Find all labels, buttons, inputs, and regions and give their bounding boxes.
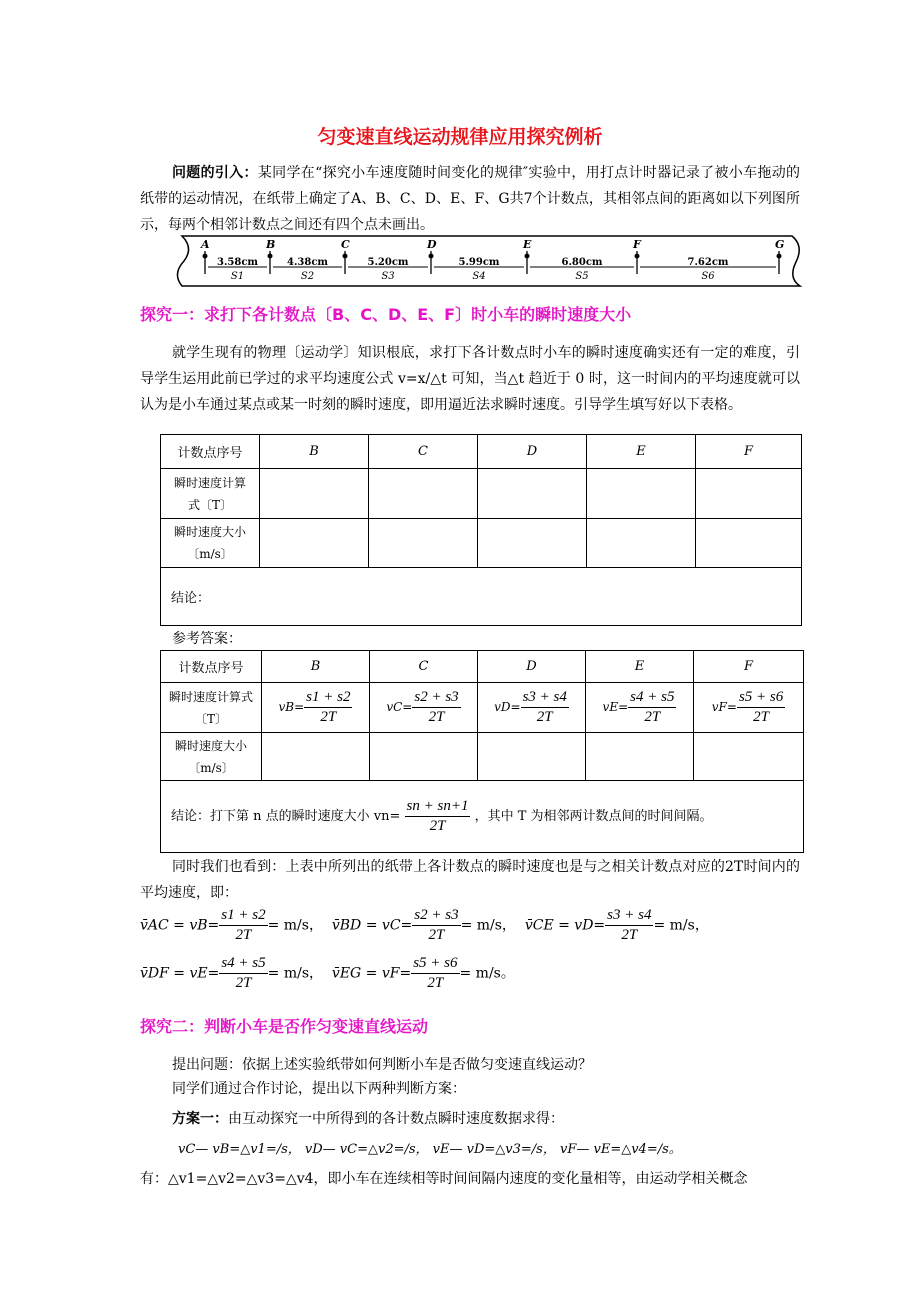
table-blank [160,434,802,626]
answer-cell[interactable] [478,469,587,519]
table-answers [160,650,804,853]
frac-denominator: 2T [621,927,638,943]
formula-lhs: vF= [711,700,737,714]
tape-distance: 6.80cm [561,257,603,268]
header-label: 计数点序号 [161,651,262,683]
col-header: C [418,659,429,674]
col-header: D [526,659,537,674]
section1-paragraph: 就学生现有的物理〔运动学〕知识根底，求打下各计数点时小车的瞬时速度确实还有一定的难度，引导学生运用此前已学过的求平均速度公式 v=x/△t 可知，当△t 趋近于 0 时，这一时间内的平均速度就可以认为是小车通过某点或某一时刻的瞬时速度，即用逼近法求瞬时速度。引导学生填写好以下表格。 [140,345,800,413]
col-header: C [418,444,428,459]
row-label: 瞬时速度大小〔m/s〕 [161,733,262,781]
col-header: B [310,659,321,674]
tape-dot [635,254,640,259]
frac-numerator: s4 + s5 [628,688,676,708]
conclusion-cell [161,781,804,853]
frac-denominator: 2T [235,975,252,991]
col-header: E [634,659,645,674]
answer-cell[interactable] [694,733,804,781]
tape-distance: 5.99cm [458,257,500,268]
paper-tape-figure [172,234,808,288]
frac-denominator: 2T [429,818,446,834]
section2-heading: 探究二：判断小车是否作匀变速直线运动 [140,1017,429,1036]
frac-denominator: 2T [428,927,445,943]
formula-cell [370,683,478,733]
frac-numerator: s3 + s4 [521,688,569,708]
tape-point-label: F [633,238,641,251]
question: 提出问题：依据上述实验纸带如何判断小车是否做匀变速直线运动？ [172,1057,592,1073]
answer-cell[interactable] [370,733,478,781]
tape-dot [203,254,208,259]
tape-dot [429,254,434,259]
header-label: 计数点序号 [161,435,260,469]
tape-distance: 7.62cm [687,257,729,268]
frac-denominator: 2T [320,709,337,725]
answer-cell[interactable] [586,733,694,781]
tape-point-label: C [341,238,350,251]
avg-lhs: v̄EG = vF= [331,965,412,982]
tape-segment-label: S4 [472,271,486,282]
conclusion-text: ，其中 T 为相邻两计数点间的时间间隔。 [474,809,713,824]
formula-cell [478,683,586,733]
formula-cell [694,683,804,733]
tape-segment-label: S6 [701,271,715,282]
frac-denominator: 2T [235,927,252,943]
frac-numerator: sn + sn+1 [405,797,471,817]
intro-text: 某同学在“探究小车速度随时间变化的规律″实验中，用打点计时器记录了被小车拖动的纸带的运动情况，在纸带上确定了A、B、C、D、E、F、G共7个计数点，其相邻点间的距离如以下列图所示，每两个相邻计数点之间还有四个点未画出。 [140,165,800,233]
frac-numerator: s4 + s5 [219,954,267,974]
answer-cell[interactable] [696,519,802,568]
tape-dot [777,254,782,259]
plan-one [172,1108,564,1128]
page-title: 匀变速直线运动规律应用探究例析 [317,126,603,148]
row-label: 瞬时速度计算式〔T〕 [161,683,262,733]
avg-lhs: v̄CE = vD= [524,917,606,934]
formula-cell [262,683,370,733]
avg-unit: = m/s， [653,917,709,934]
col-header: B [309,444,319,459]
frac-numerator: s3 + s4 [605,906,653,926]
col-header: F [743,659,754,674]
tape-point-label: D [427,238,437,251]
conclusion-text: 结论：打下第 n 点的瞬时速度大小 vn= [171,809,401,824]
answer-cell[interactable] [369,519,478,568]
row-label: 瞬时速度计算式〔T〕 [161,469,260,519]
avg-unit: = m/s， [267,917,323,934]
frac-numerator: s5 + s6 [411,954,459,974]
answer-cell[interactable] [696,469,802,519]
answer-cell[interactable] [260,469,369,519]
row-label: 瞬时速度大小〔m/s〕 [161,519,260,568]
avg-lhs: v̄DF = vE= [140,965,220,982]
answer-cell[interactable] [369,469,478,519]
answer-cell[interactable] [587,469,696,519]
delta-line: vC— vB=△v1=/s， vD— vC=△v2=/s， vE— vD=△v3=/s， vF— vE=△v4=/s。 [178,1142,682,1157]
intro-paragraph [140,160,800,238]
frac-denominator: 2T [753,709,769,725]
formula-cell [586,683,694,733]
question-2: 同学们通过合作讨论，提出以下两种判断方案： [172,1081,466,1097]
tape-distance: 4.38cm [286,257,329,268]
formula-lhs: vC= [386,700,413,714]
frac-denominator: 2T [427,975,444,991]
col-header: D [526,444,538,459]
col-header: F [743,444,754,459]
tape-distance: 3.58cm [216,257,259,268]
tape-point-label: B [266,238,276,251]
plan-text: 由互动探究一中所得到的各计数点瞬时速度数据求得： [228,1111,564,1127]
tape-segment-label: S3 [381,271,395,282]
frac-numerator: s2 + s3 [412,906,460,926]
tape-point-label: G [775,238,785,251]
avg-unit: = m/s。 [459,965,515,982]
avg-line [140,954,524,993]
tape-dot [268,254,273,259]
avg-unit: = m/s， [460,917,516,934]
answer-label: 参考答案： [172,631,242,647]
tape-point-label: A [201,238,210,251]
last-line: 有：△v1=△v2=△v3=△v4，即小车在连续相等时间间隔内速度的变化量相等，由运动学相关概念 [140,1171,748,1187]
answer-cell[interactable] [260,519,369,568]
frac-numerator: s5 + s6 [737,688,785,708]
para2: 同时我们也看到：上表中所列出的纸带上各计数点的瞬时速度也是与之相关计数点对应的2T时间内的平均速度，即： [140,859,800,901]
frac-denominator: 2T [428,709,445,725]
tape-dot [525,254,530,259]
answer-cell[interactable] [262,733,370,781]
frac-numerator: s1 + s2 [219,906,267,926]
intro-label: 问题的引入： [172,165,258,181]
section1-heading: 探究一：求打下各计数点〔B、C、D、E、F〕时小车的瞬时速度大小 [140,305,632,324]
answer-cell[interactable] [478,519,587,568]
answer-cell[interactable] [587,519,696,568]
avg-lhs: v̄BD = vC= [331,917,413,934]
plan-label: 方案一： [172,1111,228,1127]
col-header: E [636,444,646,459]
tape-segment-label: S2 [300,271,315,282]
frac-denominator: 2T [644,709,661,725]
formula-lhs: vE= [602,700,629,714]
avg-unit: = m/s， [267,965,323,982]
conclusion-cell[interactable]: 结论： [161,568,802,626]
formula-lhs: vB= [278,700,305,714]
tape-point-label: E [523,238,532,251]
avg-line [140,906,718,945]
avg-lhs: v̄AC = vB= [140,917,220,934]
tape-dot [343,254,348,259]
tape-segment-label: S5 [575,271,589,282]
tape-distance: 5.20cm [367,257,409,268]
frac-denominator: 2T [536,709,553,725]
formula-lhs: vD= [494,700,521,714]
frac-numerator: s2 + s3 [412,688,460,708]
tape-segment-label: S1 [230,271,245,282]
frac-numerator: s1 + s2 [304,688,352,708]
answer-cell[interactable] [478,733,586,781]
